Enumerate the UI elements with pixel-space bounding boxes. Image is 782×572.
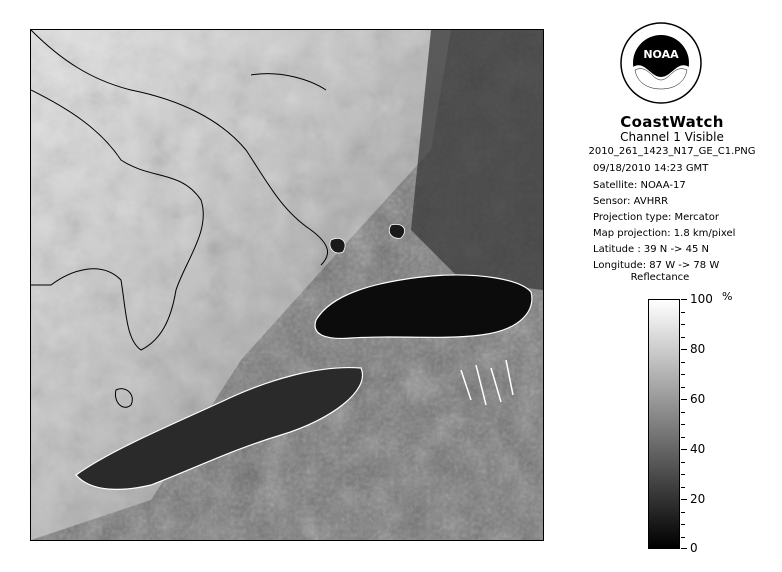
product-title: CoastWatch [620,113,724,131]
colorbar-title: Reflectance [630,272,690,283]
channel-label: Channel 1 Visible [620,130,724,144]
colorbar-tick [681,548,687,549]
colorbar-tick [681,299,687,300]
map-projection-label: Map projection: 1.8 km/pixel [593,228,736,239]
colorbar-label-80: 80 [690,342,706,356]
filename-label: 2010_261_1423_N17_GE_C1.PNG [588,146,756,157]
colorbar-label-40: 40 [690,442,706,456]
colorbar-tick [681,449,687,450]
satellite-image [30,29,544,541]
colorbar-label-100: 100 [690,292,713,306]
svg-text:NOAA: NOAA [643,48,679,61]
colorbar-unit: % [722,290,733,303]
sensor-label: Sensor: AVHRR [593,196,669,207]
satellite-map-svg [31,30,543,540]
colorbar-tick [681,349,687,350]
colorbar-label-0: 0 [690,541,698,555]
noaa-logo [620,22,702,104]
colorbar-label-60: 60 [690,392,706,406]
datetime-label: 09/18/2010 14:23 GMT [593,163,709,174]
colorbar-label-20: 20 [690,492,706,506]
colorbar-tick [681,499,687,500]
longitude-label: Longitude: 87 W -> 78 W [593,260,720,271]
projection-type-label: Projection type: Mercator [593,212,719,223]
latitude-label: Latitude : 39 N -> 45 N [593,244,709,255]
satellite-label: Satellite: NOAA-17 [593,180,686,191]
colorbar-tick [681,399,687,400]
reflectance-colorbar [648,299,680,549]
